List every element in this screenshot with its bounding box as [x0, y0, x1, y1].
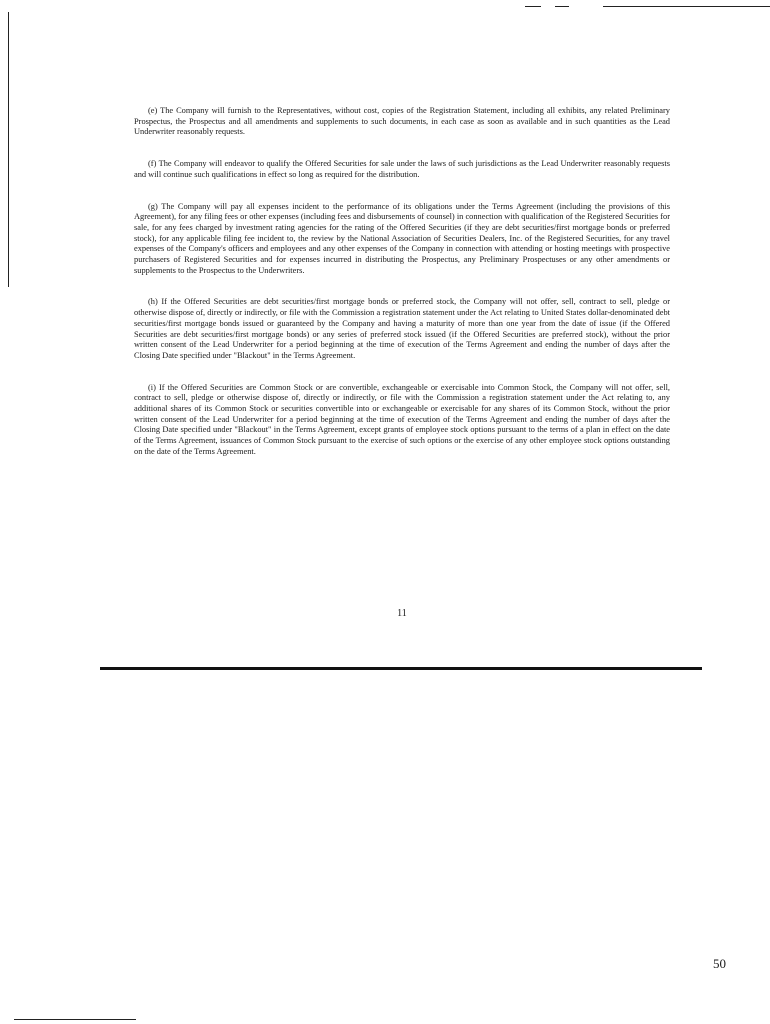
scan-mark-top-3 [603, 6, 770, 7]
paragraph-e: (e) The Company will furnish to the Representatives, without cost, copies of the Registration Statement, including all exhibits, any related Preliminary Prospectus, the Prospectus and all amendments and supplements to such documents, in each case as soon as available and in such quantities as the Lead Underwriter reasonably requests. [134, 106, 670, 137]
page-number: 11 [397, 608, 407, 619]
scan-mark-top-2 [555, 6, 569, 7]
paragraph-h: (h) If the Offered Securities are debt securities/first mortgage bonds or preferred stock, the Company will not offer, sell, contract to sell, pledge or otherwise dispose of, directly or indirectly, or file with the Commission a registration statement under the Act relating to United States dollar-denominated debt securities/first mortgage bonds issued or guaranteed by the Company and having a maturity of more than one year from the date of issue (if the Offered Securities are debt securities/first mortgage bonds) or any series of preferred stock issued (if the Offered Securities are preferred stock), without the prior written consent of the Lead Underwriter for a period beginning at the time of execution of the Terms Agreement and ending the number of days after the Closing Date specified under "Blackout" in the Terms Agreement. [134, 297, 670, 360]
paragraph-i: (i) If the Offered Securities are Common Stock or are convertible, exchangeable or exercisable into Common Stock, the Company will not offer, sell, contract to sell, pledge or otherwise dispose of, directly or indirectly, or file with the Commission a registration statement under the Act relating to, any additional shares of its Common Stock or securities convertible into or exchangeable or exercisable for any shares of its Common Stock, without the prior written consent of the Lead Underwriter for a period beginning at the time of execution of the Terms Agreement and ending the number of days after the Closing Date specified under "Blackout" in the Terms Agreement, except grants of employee stock options pursuant to the terms of a plan in effect on the date of the Terms Agreement, issuances of Common Stock pursuant to the exercise of such options or the exercise of any other employee stock options outstanding on the date of the Terms Agreement. [134, 382, 670, 456]
footer-rule [100, 667, 702, 670]
corner-page-number: 50 [713, 956, 726, 971]
scan-mark-bottom [14, 1019, 136, 1020]
document-body [134, 106, 670, 479]
binding-mark-left [8, 12, 9, 287]
scan-mark-top-1 [525, 6, 541, 7]
paragraph-g: (g) The Company will pay all expenses incident to the performance of its obligations under the Terms Agreement (including the provisions of this Agreement), for any filing fees or other expenses (including fees and disbursements of counsel) in connection with qualification of the Registered Securities for sale, for any fees charged by investment rating agencies for the rating of the Offered Securities (if they are debt securities/first mortgage bonds or preferred stock), for any applicable filing fee incident to, the review by the National Association of Securities Dealers, Inc. of the Registered Securities, for any travel expenses of the Company's officers and employees and any other expenses of the Company in connection with attending or hosting meetings with prospective purchasers of Registered Securities and for expenses incurred in distributing the Prospectus, any Preliminary Prospectuses or any other amendments or supplements to the Prospectus to the Underwriters. [134, 201, 670, 275]
paragraph-f: (f) The Company will endeavor to qualify the Offered Securities for sale under the laws of such jurisdictions as the Lead Underwriter reasonably requests and will continue such qualifications in effect so long as required for the distribution. [134, 159, 670, 179]
